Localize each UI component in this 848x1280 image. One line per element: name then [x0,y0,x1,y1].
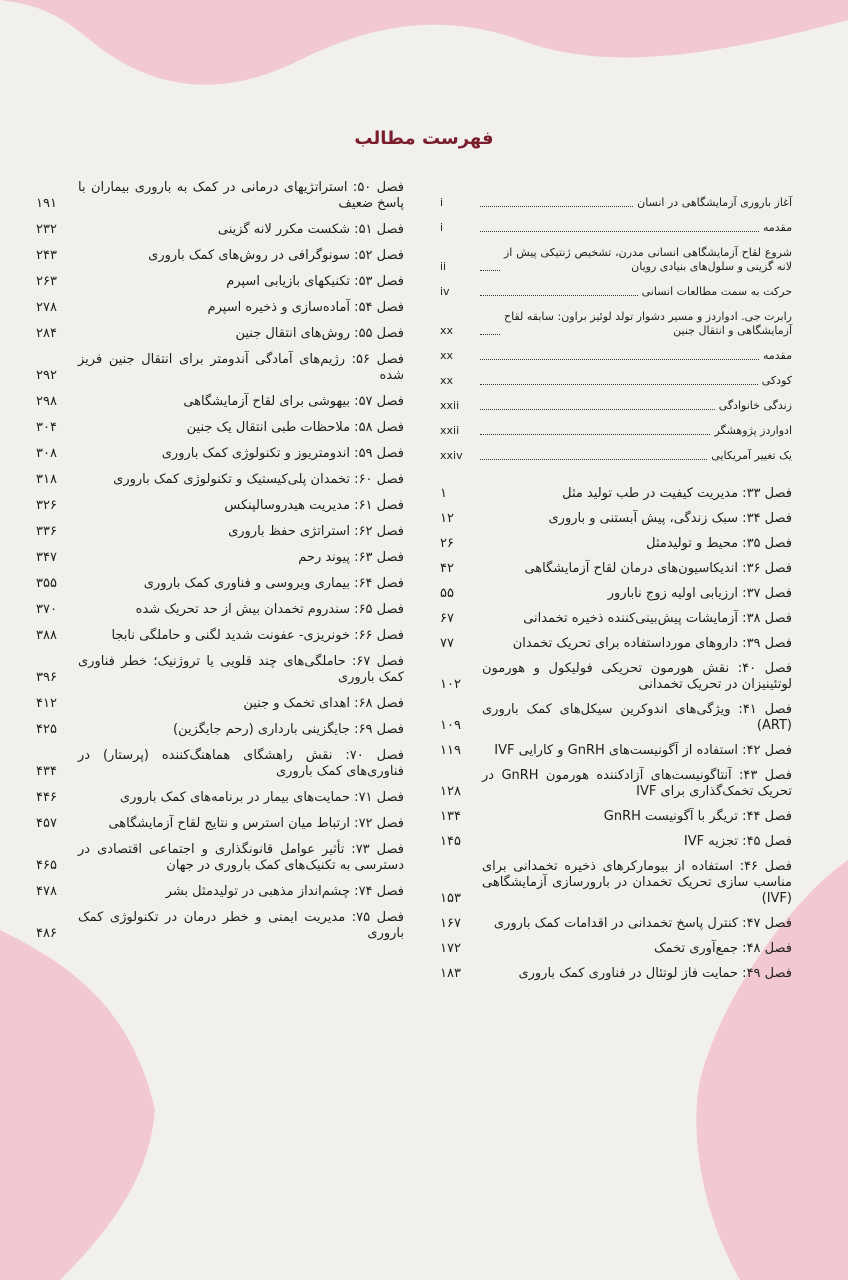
toc-entry-page: ۱۷۲ [440,941,461,956]
intro-section-list [440,196,792,463]
toc-entry-page: ۱۹۱ [36,196,57,211]
toc-entry-page: ۳۱۸ [36,472,57,487]
bottom-left-shape [0,930,155,1280]
toc-entry-page: ۴۸۶ [36,926,57,941]
toc-entry-page: xxii [440,424,460,437]
toc-entry [36,472,404,488]
toc-entry [440,285,792,299]
toc-entry-title: حرکت به سمت مطالعات انسانی [641,285,792,298]
toc-entry [440,374,792,388]
toc-entry-title: فصل ۳۴: سبک زندگی، پیش آبستنی و باروری [548,511,792,526]
toc-entry-page: ۳۹۶ [36,670,57,685]
toc-entry-title: فصل ۶۸: اهدای تخمک و جنین [243,696,404,711]
toc-entry-page: ۳۷۰ [36,602,57,617]
dot-leader [480,270,500,271]
toc-entry-title: فصل ۶۲: استراتژی حفظ باروری [228,524,404,539]
toc-entry-title: فصل ۳۵: محیط و تولیدمثل [646,536,792,551]
toc-entry-page: ۳۵۵ [36,576,57,591]
toc-entry [440,916,792,932]
toc-entry [440,636,792,652]
toc-entry [36,524,404,540]
toc-entry-page: ۳۴۷ [36,550,57,565]
toc-entry [440,196,792,210]
toc-entry [36,326,404,342]
toc-entry-page: ۳۰۸ [36,446,57,461]
toc-entry-title: ادواردز پژوهشگر [714,424,792,437]
toc-entry [36,352,404,384]
toc-entry-page: ۷۷ [440,636,454,651]
toc-entry-page: ۲۴۳ [36,248,57,263]
toc-entry-page: ۳۲۶ [36,498,57,513]
toc-entry [440,399,792,413]
toc-entry-page: ۱۶۷ [440,916,461,931]
toc-entry-page: ۶۷ [440,611,454,626]
toc-entry [36,628,404,644]
toc-entry-title: فصل ۴۷: کنترل پاسخ تخمدانی در اقدامات کمک باروری [493,916,792,931]
toc-entry [440,702,792,734]
toc-entry-title: فصل ۴۸: جمع‌آوری تخمک [653,941,792,956]
toc-entry [440,310,792,338]
toc-entry-title: فصل ۷۰: نقش راهشگای هماهنگ‌کننده (پرستار) در فناوری‌های کمک باروری [78,748,404,779]
toc-entry-title: فصل ۴۴: تریگر با آگونیست GnRH [603,809,792,824]
toc-entry-title: فصل ۶۵: سندروم تخمدان بیش از حد تحریک شده [135,602,404,617]
toc-entry-page: i [440,221,444,234]
toc-entry [440,486,792,502]
right-chapter-list [440,486,792,982]
toc-entry [36,222,404,238]
toc-entry-page: xx [440,349,454,362]
toc-entry-title: فصل ۵۲: سونوگرافی در روش‌های کمک باروری [148,248,404,263]
toc-entry-title: فصل ۵۰: استراتژیهای درمانی در کمک به باروری بیماران با پاسخ ضعیف [78,180,405,211]
toc-entry-page: ۳۳۶ [36,524,57,539]
toc-entry [36,696,404,712]
toc-entry [36,816,404,832]
toc-entry-title: فصل ۶۴: بیماری ویروسی و فناوری کمک باروری [143,576,404,591]
toc-entry-page: ۱ [440,486,447,501]
dot-leader [480,334,500,335]
toc-entry-title: فصل ۳۸: آزمایشات پیش‌بینی‌کننده ذخیره تخمدانی [523,611,792,626]
toc-entry-page: xx [440,324,454,337]
toc-entry [36,722,404,738]
toc-entry-title: فصل ۵۶: رژیم‌های آمادگی آندومتر برای انتقال جنین فریز شده [78,352,404,383]
toc-entry [36,842,404,874]
toc-entry-title: رابرت جی. ادواردز و مسیر دشوار تولد لوئیز براون: سابقه لقاح آزمایشگاهی و انتقال جنین [504,310,792,337]
toc-entry-page: ۴۱۲ [36,696,57,711]
toc-entry-title: فصل ۷۴: چشم‌انداز مذهبی در تولیدمثل بشر [165,884,404,899]
toc-entry [440,859,792,907]
toc-entry-page: ۱۲۸ [440,784,461,799]
toc-entry [440,834,792,850]
toc-entry-page: ۳۸۸ [36,628,57,643]
toc-entry [36,274,404,290]
toc-entry-page: ۱۱۹ [440,743,461,758]
toc-entry-page: ii [440,260,447,273]
toc-entry [36,394,404,410]
dot-leader [480,459,707,460]
toc-entry-page: ۲۳۲ [36,222,57,237]
dot-leader [480,295,638,296]
dot-leader [480,384,758,385]
toc-entry-title: فصل ۶۳: پیوند رحم [298,550,404,565]
toc-entry [36,248,404,264]
toc-entry-title: فصل ۷۱: حمایت‌های بیمار در برنامه‌های کمک باروری [119,790,404,805]
toc-entry-title: شروع لقاح آزمایشگاهی انسانی مدرن، تشخیص ژنتیکی پیش از لانه گزینی و سلول‌های بنیادی رویان [504,246,792,273]
toc-entry-title: فصل ۳۶: اندیکاسیون‌های درمان لقاح آزمایشگاهی [524,561,792,576]
toc-entry-title: مقدمه [762,349,792,362]
toc-entry-page: ۴۲۵ [36,722,57,737]
toc-entry-title: فصل ۳۹: داروهای مورداستفاده برای تحریک تخمدان [512,636,792,651]
toc-entry-title: فصل ۵۳: تکنیکهای بازیابی اسپرم [226,274,404,289]
toc-entry-title: فصل ۴۹: حمایت فاز لوتئال در فناوری کمک باروری [518,966,792,981]
toc-entry-title: آغاز باروری آزمایشگاهی در انسان [637,196,792,209]
dot-leader [480,231,759,232]
toc-entry-title: مقدمه [762,221,792,234]
toc-entry [440,611,792,627]
toc-entry-page: ۱۳۴ [440,809,461,824]
toc-entry-page: ۴۴۶ [36,790,57,805]
toc-entry [440,424,792,438]
dot-leader [480,434,710,435]
toc-entry [36,446,404,462]
toc-entry-page: ۲۹۲ [36,368,57,383]
toc-entry [440,511,792,527]
toc-entry [36,884,404,900]
dot-leader [480,359,759,360]
toc-entry [36,180,404,212]
toc-entry-page: ۲۹۸ [36,394,57,409]
toc-entry-page: ۱۰۲ [440,677,461,692]
toc-entry-page: iv [440,285,450,298]
toc-entry-page: xxiv [440,449,463,462]
toc-entry-page: ۱۲ [440,511,454,526]
toc-entry [36,300,404,316]
toc-entry [440,536,792,552]
top-wave-shape [0,0,848,85]
toc-entry [440,349,792,363]
toc-entry-title: زندگی خانوادگی [718,399,792,412]
toc-entry-title: فصل ۵۴: آماده‌سازی و ذخیره اسپرم [207,300,404,315]
toc-entry-page: ۲۸۴ [36,326,57,341]
toc-entry-title: فصل ۳۷: ارزیابی اولیه زوج نابارور [607,586,792,601]
toc-entry-title: فصل ۴۰: نقش هورمون تحریکی فولیکول و هورمون لوتئینیزان در تحریک تخمدانی [482,661,793,692]
toc-entry-page: ۴۵۷ [36,816,57,831]
toc-entry [440,561,792,577]
toc-entry-page: ۱۰۹ [440,718,461,733]
toc-entry-title: فصل ۵۹: اندومتریوز و تکنولوژی کمک باروری [161,446,404,461]
dot-leader [480,206,633,207]
toc-entry-page: ۴۶۵ [36,858,57,873]
toc-entry [440,246,792,274]
toc-entry [36,748,404,780]
toc-entry-page: xx [440,374,454,387]
toc-entry [36,910,404,942]
toc-entry-title: فصل ۳۳: مدیریت کیفیت در طب تولید مثل [562,486,792,501]
toc-entry [440,221,792,235]
toc-entry-page: ۱۴۵ [440,834,461,849]
toc-entry-page: xxii [440,399,460,412]
toc-entry [440,661,792,693]
toc-entry [36,602,404,618]
toc-entry-title: فصل ۷۳: تأثیر عوامل قانونگذاری و اجتماعی اقتصادی در دسترسی به تکنیک‌های کمک باروری در جهان [78,842,405,873]
toc-entry [440,743,792,759]
toc-entry [440,768,792,800]
toc-entry-page: ۲۶ [440,536,454,551]
toc-entry-page: ۴۲ [440,561,454,576]
toc-entry-page: i [440,196,444,209]
toc-entry-page: ۳۰۴ [36,420,57,435]
toc-entry [36,576,404,592]
toc-entry-title: فصل ۷۵: مدیریت ایمنی و خطر درمان در تکنولوژی کمک باروری [78,910,404,941]
toc-entry-page: ۲۶۳ [36,274,57,289]
dot-leader [480,409,715,410]
toc-entry [36,498,404,514]
toc-entry-title: فصل ۴۱: ویژگی‌های اندوکرین سیکل‌های کمک باروری (ART) [482,702,793,733]
toc-entry [36,654,404,686]
toc-entry [440,449,792,463]
toc-entry-title: یک تغییر آمریکایی [711,449,792,462]
toc-entry-page: ۴۳۴ [36,764,57,779]
toc-entry-title: فصل ۴۲: استفاده از آگونیست‌های GnRH و کارایی IVF [494,743,792,758]
toc-entry-title: فصل ۴۳: آنتاگونیست‌های آزادکننده هورمون GnRH در تحریک تخمک‌گذاری برای IVF [482,768,793,799]
toc-entry-title: فصل ۵۵: روش‌های انتقال جنین [235,326,404,341]
page-title: فهرست مطالب [354,128,494,149]
toc-entry-title: فصل ۵۸: ملاحظات طبی انتقال یک جنین [186,420,404,435]
toc-entry-page: ۴۷۸ [36,884,57,899]
toc-entry [36,420,404,436]
toc-entry-title: فصل ۴۶: استفاده از بیومارکرهای ذخیره تخمدانی برای مناسب سازی تحریک تخمدان در بارورسازی آزمایشگاهی (IVF) [482,859,792,906]
toc-entry-page: ۱۵۳ [440,891,461,906]
toc-entry-title: فصل ۶۰: تخمدان پلی‌کیستیک و تکنولوژی کمک باروری [113,472,404,487]
toc-entry-page: ۲۷۸ [36,300,57,315]
toc-entry [440,809,792,825]
toc-entry-page: ۱۸۳ [440,966,461,981]
toc-entry-title: فصل ۶۹: جایگزینی بارداری (رحم جایگزین) [173,722,404,737]
toc-entry [440,586,792,602]
left-chapter-list [36,180,404,942]
toc-right-column [440,196,792,991]
toc-entry [36,550,404,566]
toc-left-column [36,180,404,952]
toc-entry-title: فصل ۴۵: تجزیه IVF [683,834,792,849]
toc-entry-title: فصل ۶۶: خونریزی- عفونت شدید لگنی و حاملگی نابجا [111,628,404,643]
toc-entry-title: فصل ۷۲: ارتباط میان استرس و نتایج لقاح آزمایشگاهی [108,816,404,831]
toc-entry-page: ۵۵ [440,586,454,601]
toc-entry-title: کودکی [761,374,792,387]
toc-entry-title: فصل ۵۱: شکست مکرر لانه گزینی [217,222,404,237]
toc-entry [36,790,404,806]
toc-entry-title: فصل ۶۷: حاملگی‌های چند قلویی یا تروژنیک؛ خطر فناوری کمک باروری [78,654,405,685]
toc-entry-title: فصل ۵۷: بیهوشی برای لقاح آزمایشگاهی [183,394,404,409]
toc-entry-title: فصل ۶۱: مدیریت هیدروسالپنکس [224,498,404,513]
toc-entry [440,941,792,957]
toc-entry [440,966,792,982]
